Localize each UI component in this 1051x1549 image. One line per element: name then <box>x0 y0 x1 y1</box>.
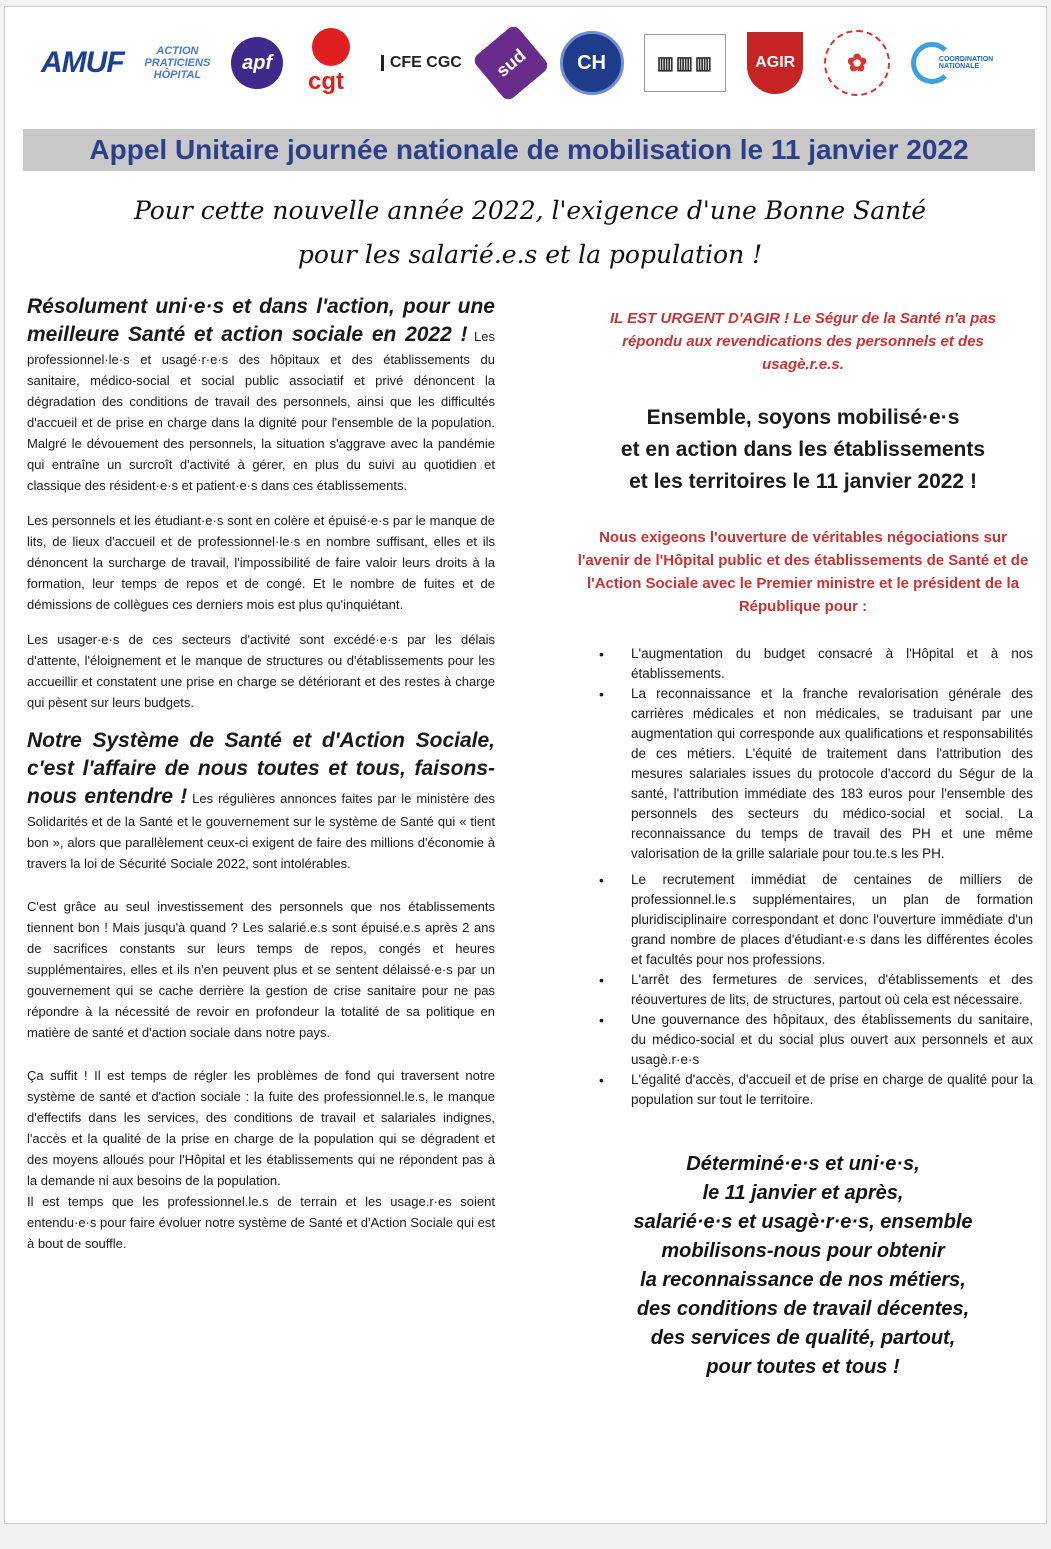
paragraph-2: Les personnels et les étudiant·e·s sont en colère et épuisé·e·s par le manque de lits, de lieux d'accueil et de professionnel·le·s en nombre suffisant, elles et ils dénoncent la surcharge de travail, l'impossibilité de faire valoir leurs droits à la formation, leur temps de repos et de congé. Et le nombre de fuites et de démissions de collègues ces derniers mois est plus qu'inquiétant. <box>27 513 495 612</box>
paragraph-1-text: Les professionnel·le·s et usagé·r·e·s des hôpitaux et des établissements du sanitaire, médico-social et social public associatif et privé dénoncent la dégradation des conditions de travail des personnels, ainsi que les difficultés d'accueil et de prise en charge dans la dignité pour l'ensemble de la population. Malgré le dévouement des personnels, la situation s'aggrave avec la pandémie qui entraîne un surcroît d'activité à gérer, en plus du suivi au quotidien et classique des résident·e·s et patient·e·s dans ces établissements. <box>27 329 495 493</box>
closing-line-5: la reconnaissance de nos métiers, <box>640 1269 966 1291</box>
closing-line-3: salarié·e·s et usagè·r·e·s, ensemble <box>633 1211 973 1233</box>
demand-text: L'augmentation du budget consacré à l'Hôpital et à nos établissements. <box>631 646 1033 681</box>
mobilisation-call <box>573 402 1033 498</box>
apf-logo <box>231 37 283 89</box>
list-item <box>573 1010 1033 1070</box>
list-item <box>573 684 1033 864</box>
coordination-logo-text: COORDINATION NATIONALE <box>938 56 994 70</box>
demand-text: La reconnaissance et la franche revalorisation générale des carrières médicales et non médicales, se traduisant par une augmentation qui corresponde aux qualifications et responsabilités de ces métiers. L'équité de traitement dans l'attribution des mesures salariales issues du protocole d'accord du Ségur de la santé, l'attribution immédiate des 183 euros pour l'ensemble des personnels des secteurs du médico-social et social. La reconnaissance du temps de travail des PH et une même valorisation de la grille salariale pour tou.te.s les PH. <box>631 686 1033 861</box>
mobilisation-line-3: et les territoires le 11 janvier 2022 ! <box>629 470 977 493</box>
paragraph-3: Les usager·e·s de ces secteurs d'activité sont excédé·e·s par les délais d'attente, l'éloignement et le manque de structures ou d'établissements pour les accueillir et constatent une prise en charge se détériorant et des restes à charge qui pèsent sur leurs budgets. <box>27 632 495 710</box>
closing-line-8: pour toutes et tous ! <box>706 1356 900 1378</box>
aph-line-3: HÔPITAL <box>153 69 202 81</box>
bullet-icon: • <box>599 1072 604 1088</box>
aph-line-1: ACTION <box>156 45 199 57</box>
list-item <box>573 870 1033 970</box>
flyer-page <box>4 6 1047 1524</box>
paragraph-5: C'est grâce au seul investissement des personnels que nos établissements tiennent bon ! Mais jusqu'à quand ? Les salarié.e.s sont épuisé.e.s après 2 ans de sacrifices constants sur leurs temps de repos, congés et heures supplémentaires, elles et ils n'en peuvent plus et se sentent délaissé·e·s par un gouvernement qui se cache derrière la gestion de crise sanitaire pour ne pas répondre à la nécessité de revoir en profondeur la totalité de sa politique en matière de santé et d'action sociale dans notre pays. <box>27 899 495 1040</box>
rose-icon: ✿ <box>847 49 868 77</box>
cgt-logo-text: cgt <box>308 68 344 95</box>
cgt-logo-circle <box>312 28 350 66</box>
list-item <box>573 644 1033 684</box>
demands-list <box>573 644 1033 1110</box>
action-praticiens-hopital-logo <box>145 45 211 81</box>
paragraph-4-text: Les régulières annonces faites par le ministère des Solidarités et de la Santé et le gouvernement sur le système de Santé qui « tient bon », alors que parallèlement ceux-ci exigent de faire des millions d'économie à travers la loi de Sécurité Sociale 2022, sont intolérables. <box>27 791 496 871</box>
mobilisation-line-2: et en action dans les établissements <box>620 438 986 461</box>
sud-logo <box>471 24 550 103</box>
demand-text: Le recrutement immédiat de centaines de milliers de professionnel.le.s supplémentaires, un plan de formation pluridisciplinaire correspondant et donc l'ouverture immédiate d'un grand nombre de places d'étudiant·e·s dans les différentes écoles et facultés pour nos professions. <box>631 872 1033 967</box>
sud-logo-text: sud <box>491 44 530 81</box>
coordination-nationale-logo <box>911 38 1031 88</box>
demand-text: Une gouvernance des hôpitaux, des établissements du sanitaire, du médico-social et du social plus ouvert aux personnels et aux usagè.r·e·s <box>631 1012 1033 1067</box>
apf-logo-text: apf <box>242 51 273 74</box>
mobilisation-line-1: Ensemble, soyons mobilisé·e·s <box>646 406 960 429</box>
rose-seal-logo <box>824 30 890 96</box>
paragraph-1-lead: Résolument uni·e·s et dans l'action, pour une meilleure Santé et action sociale en 2022 ! <box>27 295 495 346</box>
bullet-icon: • <box>599 1012 604 1028</box>
subtitle <box>45 189 1015 277</box>
bullet-icon: • <box>599 646 604 662</box>
ch-logo-text: CH <box>577 51 606 74</box>
agir-logo-text: AGIR <box>755 54 796 71</box>
closing-slogan <box>573 1150 1033 1382</box>
page-title-banner: Appel Unitaire journée nationale de mobilisation le 11 janvier 2022 <box>23 129 1035 171</box>
subtitle-line-1: Pour cette nouvelle année 2022, l'exigence d'une Bonne Santé <box>133 196 927 225</box>
demands-intro: Nous exigeons l'ouverture de véritables négociations sur l'avenir de l'Hôpital public et des établissements de Santé et de l'Action Sociale avec le Premier ministre et le président de la République pour : <box>577 529 1029 615</box>
ch-logo <box>560 31 624 95</box>
amuf-logo-text: AMUF <box>41 46 124 79</box>
building-logo <box>644 34 726 92</box>
paragraph-6b: Il est temps que les professionnel.le.s de terrain et les usage.r·es soient entendu·e·s pour faire évoluer notre système de Santé et d'Action Sociale qui est à bout de souffle. <box>27 1194 495 1251</box>
paragraph-6 <box>27 1065 495 1254</box>
bullet-icon: • <box>599 872 604 888</box>
amuf-logo <box>41 46 124 80</box>
demand-text: L'égalité d'accès, d'accueil et de prise en charge de qualité pour la population sur tout le territoire. <box>631 1072 1033 1107</box>
logo-strip <box>41 21 1031 105</box>
right-column <box>573 307 1033 1382</box>
paragraph-6a: Ça suffit ! Il est temps de régler les problèmes de fond qui traversent notre système de santé et d'action sociale : la fuite des professionnel.le.s, le manque d'effectifs dans les services, des conditions de travail et salariales indignes, l'accès et la qualité de la prise en charge de la population qui se dégradent et des moyens alloués pour l'Hôpital et les établissements qui ne répondent pas à la demande ni aux besoins de la population. <box>27 1068 495 1188</box>
list-item <box>573 1070 1033 1110</box>
demand-text: L'arrêt des fermetures de services, d'établissements et des réouvertures de lits, de structures, partout où cela est nécessaire. <box>631 972 1033 1007</box>
building-icon: ▥▥▥ <box>656 52 714 73</box>
left-column <box>27 293 495 1254</box>
urgent-notice: IL EST URGENT D'AGIR ! Le Ségur de la Santé n'a pas répondu aux revendications des personnels et des usagè.r.e.s. <box>609 310 997 373</box>
aph-line-2: PRATICIENS <box>144 57 211 69</box>
closing-line-4: mobilisons-nous pour obtenir <box>661 1240 945 1262</box>
cfe-cgc-logo <box>381 55 462 71</box>
paragraph-1 <box>27 293 495 496</box>
closing-line-2: le 11 janvier et après, <box>702 1182 904 1204</box>
cgt-logo <box>304 28 360 98</box>
paragraph-4-lead: Notre Système de Santé et d'Action Sociale, c'est l'affaire de nous toutes et tous, faisons-nous entendre ! <box>27 729 495 808</box>
paragraph-4 <box>27 727 495 874</box>
closing-line-7: des services de qualité, partout, <box>650 1327 956 1349</box>
subtitle-line-2: pour les salarié.e.s et la population ! <box>297 240 763 269</box>
agir-logo <box>747 32 803 94</box>
cfe-cgc-logo-text: CFE CGC <box>389 54 462 71</box>
closing-line-6: des conditions de travail décentes, <box>636 1298 970 1320</box>
closing-line-1: Déterminé·e·s et uni·e·s, <box>686 1153 920 1175</box>
bullet-icon: • <box>599 686 604 702</box>
list-item <box>573 970 1033 1010</box>
bullet-icon: • <box>599 972 604 988</box>
